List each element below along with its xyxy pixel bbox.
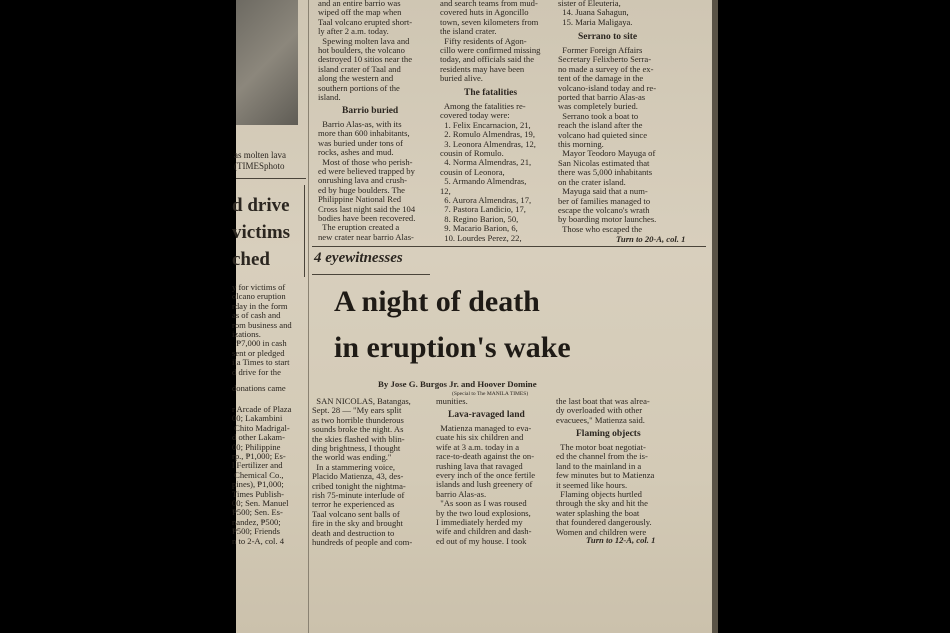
- col3-body: Former Foreign Affairs Secretary Felixberto Serra- no made a survey of the ex- tent of the damage in the volcano-island today and re- ported that barrio Alas-as was completely buried. Serrano took a boat to reach the island after the volcano had quieted since this morning. Mayor Teodoro Mayuga of San Nicolas estimated that there was 5,000 inhabitants on the crater island. Mayuga said that a num- ber of families managed to escape the volcano's wrath by boarding motor launches. Those who escaped the: [558, 45, 657, 234]
- story-col3-top: the last boat that was alrea- dy overloaded with other evacuees," Matienza said.: [556, 396, 650, 425]
- story-col2: Matienza managed to eva- cuate his six children and wife at 3 a.m. today in a race-to-death against the on- rushing lava that ravaged every inch of the once fertile islands and lush greenery of barrio Alas-as. "As soon as I was roused by the two loud explosions, I immediately herded my wife and children and dash- ed out of my house. I took: [436, 423, 536, 546]
- col3-jump: Turn to 20-A, col. 1: [616, 234, 686, 244]
- story-col3-jump: Turn to 12-A, col. 1: [586, 535, 656, 545]
- col2-top-text: and search teams from mud- covered huts in Agoncillo town, seven kilometers from the island crater. Fifty residents of Agon- cillo were confirmed missing today, and officials said the residents may have been buried alive.: [440, 0, 541, 84]
- col3-subhead: Serrano to site: [578, 32, 638, 42]
- divider: [312, 274, 430, 275]
- column-rule: [308, 0, 309, 633]
- news-photo: [236, 0, 298, 125]
- byline: By Jose G. Burgos Jr. and Hoover Domine: [378, 379, 537, 389]
- photo-caption: as molten lava (TIMESphoto: [234, 150, 286, 171]
- byline-credit: (Special to The MANILA TIMES): [452, 391, 529, 397]
- story-col2-subhead: Lava-ravaged land: [448, 410, 525, 420]
- story-col2-top: munities.: [436, 396, 468, 406]
- divider: [304, 185, 305, 277]
- left-body-top: y for victims of olcano eruption rday in the form as of cash and rom business and izations. ₱7,000 in cash sent or pledged ila Times to start d drive for the: [232, 282, 292, 377]
- col1-subhead: Barrio buried: [342, 106, 399, 116]
- col2-body: Among the fatalities re- covered today were: 1. Felix Encarnacion, 21, 2. Romulo Almendras, 19, 3. Leonora Almendras, 12, cousin of Romulo. 4. Norma Almendras, 21, cousin of Leonora, 5. Armando Almendras, 12, 6. Aurora Almendras, 17, 7. Pastora Landicio, 17, 8. Regino Barion, 50, 9. Macario Barion, 6, 10. Lourdes Perez, 22,: [440, 101, 536, 243]
- col2-subhead: The fatalities: [464, 88, 518, 98]
- story-col1: SAN NICOLAS, Batangas, Sept. 28 — "My ears split as two horrible thunderous sounds broke the night. As the skies flashed with blin- ding brightness, I thought the world was ending." In a stammering voice, Placido Matienza, 43, des- cribed tonight the nightma- rish 75-minute interlude of terror he experienced as Taal volcano sent balls of fire in the sky and brought death and destruction to hundreds of people and com-: [312, 396, 413, 548]
- kicker: 4 eyewitnesses: [314, 250, 403, 266]
- divider: [312, 246, 706, 247]
- page-edge: [712, 0, 718, 633]
- col1-body: Barrio Alas-as, with its more than 600 inhabitants, was buried under tons of rocks, ashes and mud. Most of those who perish- ed were believed trapped by onrushing lava and crush- ed by huge boulders. The Philippine National Red Cross last night said the 104 bodies have been recovered. The eruption created a new crater near barrio Alas-: [318, 119, 416, 242]
- left-body-mid: donations came: [232, 383, 286, 393]
- col1-top-text: and an entire barrio was wiped off the map when Taal volcano erupted short- ly after 2 a.m. today. Spewing molten lava and hot boulders, the volcano destroyed 10 sitios near the island crater of Taal and along the western and southern portions of the island.: [318, 0, 413, 103]
- newspaper-page: [232, 0, 712, 633]
- story-col3: The motor boat negotiat- ed the channel from the is- land to the mainland in a few minutes but to Matienza it seemed like hours. Flaming objects hurtled through the sky and hit the water splashing the boat that foundered dangerously. Women and children were: [556, 442, 655, 537]
- col3-top-text: sister of Eleuteria, 14. Juana Sahagun, 15. Maria Maligaya.: [558, 0, 633, 27]
- left-headline: d drive victims ched: [232, 195, 291, 270]
- headline: A night of death in eruption's wake: [334, 285, 571, 364]
- divider: [236, 178, 306, 179]
- left-body-bottom: r Arcade of Plaza 00; Lakambini Chito Madrigal- d other Lakam- 00; Philippine rp., ₱1,000; Es- l Fertilizer and Chemical Co., pines), ₱1,000; Times Publish- 00; Sen. Manuel ₱500; Sen. Es- nandez, ₱500; ₱500; Friends n to 2-A, col. 4: [232, 404, 292, 546]
- story-col3-subhead: Flaming objects: [576, 429, 641, 439]
